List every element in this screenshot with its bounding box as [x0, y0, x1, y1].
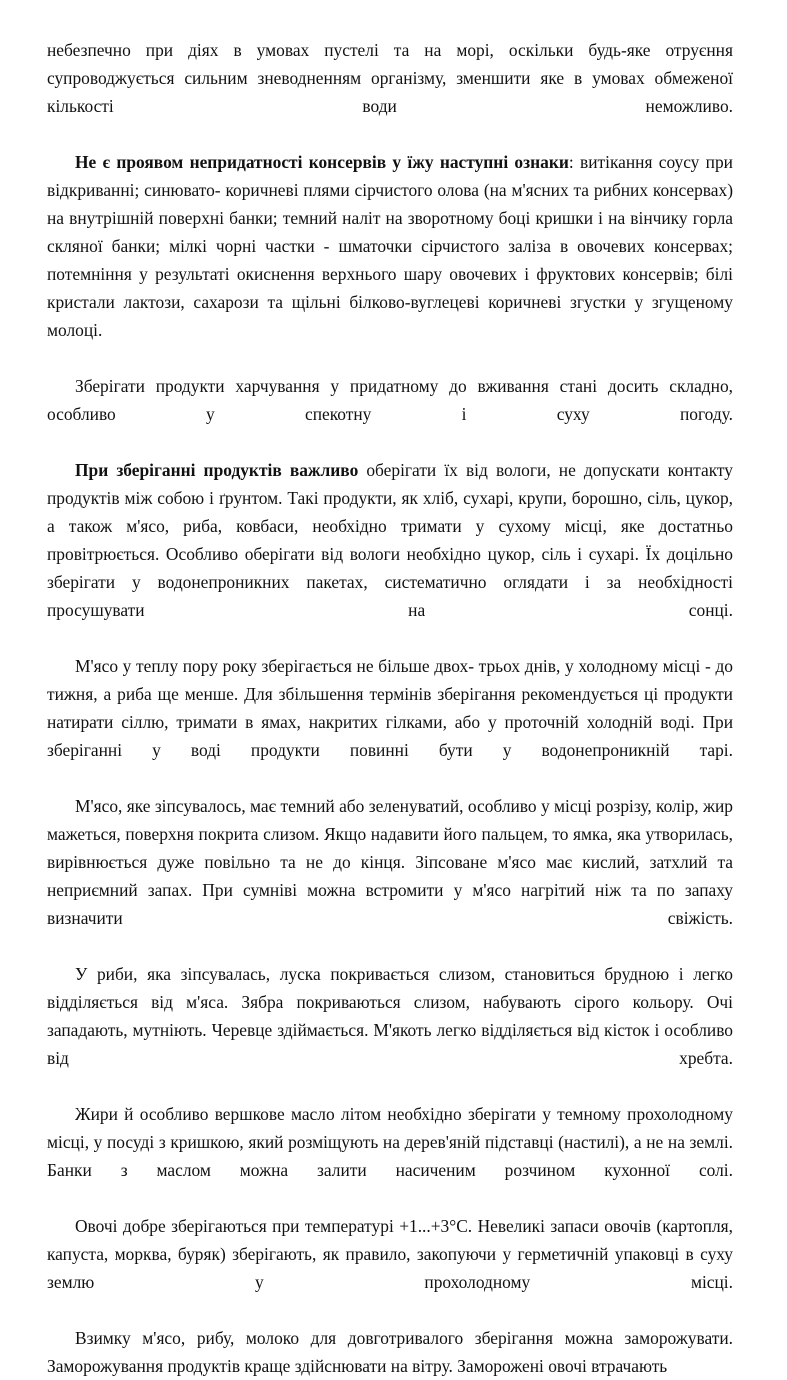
document-body: [47, 36, 733, 1380]
paragraph-canned-food-signs: [47, 148, 733, 372]
paragraph-meat-storage: [47, 652, 733, 792]
paragraph-text: оберігати їх від вологи, не допускати контакту продуктів між собою і ґрунтом. Такі продукти, як хліб, сухарі, крупи, борошно, сіль, цукор, а також м'ясо, риба, ковбаси, необхідно тримати у сухому місці, яке достатньо провітрюється. Особливо оберігати від вологи необхідно цукор, сіль і сухарі. Їх доцільно зберігати у водонепроникних пакетах, систематично оглядати і за необхідності просушувати на сонці.: [47, 460, 733, 620]
paragraph-spoiled-meat: [47, 792, 733, 960]
paragraph-text: У риби, яка зіпсувалась, луска покривається слизом, становиться брудною і легко відділяється від м'яса. Зябра покриваються слизом, набувають сірого кольору. Очі западають, мутніють. Черевце здіймається. М'якоть легко відділяється від кісток і особливо від хребта.: [47, 964, 733, 1068]
paragraph-lead-bold: При зберіганні продуктів важливо: [75, 460, 359, 480]
paragraph-lead-bold: Не є проявом непридатності консервів у їжу наступні ознаки: [75, 152, 569, 172]
paragraph-text: Жири й особливо вершкове масло літом необхідно зберігати у темному прохолодному місці, у посуді з кришкою, який розміщують на дерев'яній підставці (настилі), а не на землі. Банки з маслом можна залити насиченим розчином кухонної солі.: [47, 1104, 733, 1180]
paragraph-text: Взимку м'ясо, рибу, молоко для довготривалого зберігання можна заморожувати. Заморожування продуктів краще здійснювати на вітру. Заморожені овочі втрачають: [47, 1328, 733, 1376]
paragraph-text: М'ясо у теплу пору року зберігається не більше двох- трьох днів, у холодному місці - до тижня, а риба ще менше. Для збільшення термінів зберігання рекомендується ці продукти натирати сіллю, тримати в ямах, накритих гілками, або у проточній холодній воді. При зберіганні у воді продукти повинні бути у водонепроникній тарі.: [47, 656, 733, 760]
paragraph-spoiled-fish: [47, 960, 733, 1100]
paragraph-text: небезпечно при діях в умовах пустелі та на морі, оскільки будь-яке отруєння супроводжується сильним зневодненням організму, зменшити яке в умовах обмеженої кількості води неможливо.: [47, 40, 733, 116]
paragraph-text: М'ясо, яке зіпсувалось, має темний або зеленуватий, особливо у місці розрізу, колір, жир мажеться, поверхня покрита слизом. Якщо надавити його пальцем, то ямка, яка утворилась, вирівнюється дуже повільно та не до кінця. Зіпсоване м'ясо має кислий, затхлий та неприємний запах. При сумніві можна встромити у м'ясо нагрітий ніж та по запаху визначити свіжість.: [47, 796, 733, 928]
paragraph-storing-difficulty: [47, 372, 733, 456]
paragraph-text: Зберігати продукти харчування у придатному до вживання стані досить складно, особливо у спекотну і суху погоду.: [47, 376, 733, 424]
paragraph-vegetables: [47, 1212, 733, 1324]
paragraph-text: : витікання соусу при відкриванні; синювато- коричневі плями сірчистого олова (на м'ясних та рибних консервах) на внутрішній поверхні банки; темний наліт на зворотному боці кришки і на вінчику горла скляної банки; мілкі чорні частки - шматочки сірчистого заліза в овочевих консервах; потемніння у результаті окиснення верхнього шару овочевих і фруктових консервів; білі кристали лактози, сахарози та щільні білково-вуглецеві коричневі згустки у згущеному молоці.: [47, 152, 733, 340]
paragraph-freezing: [47, 1324, 733, 1380]
paragraph-text: Овочі добре зберігаються при температурі +1...+3°С. Невеликі запаси овочів (картопля, капуста, морква, буряк) зберігають, як правило, закопуючи у герметичній упаковці в суху землю у прохолодному місці.: [47, 1216, 733, 1292]
paragraph-fats-butter: [47, 1100, 733, 1212]
paragraph-continuation: [47, 36, 733, 148]
paragraph-storage-important: [47, 456, 733, 652]
